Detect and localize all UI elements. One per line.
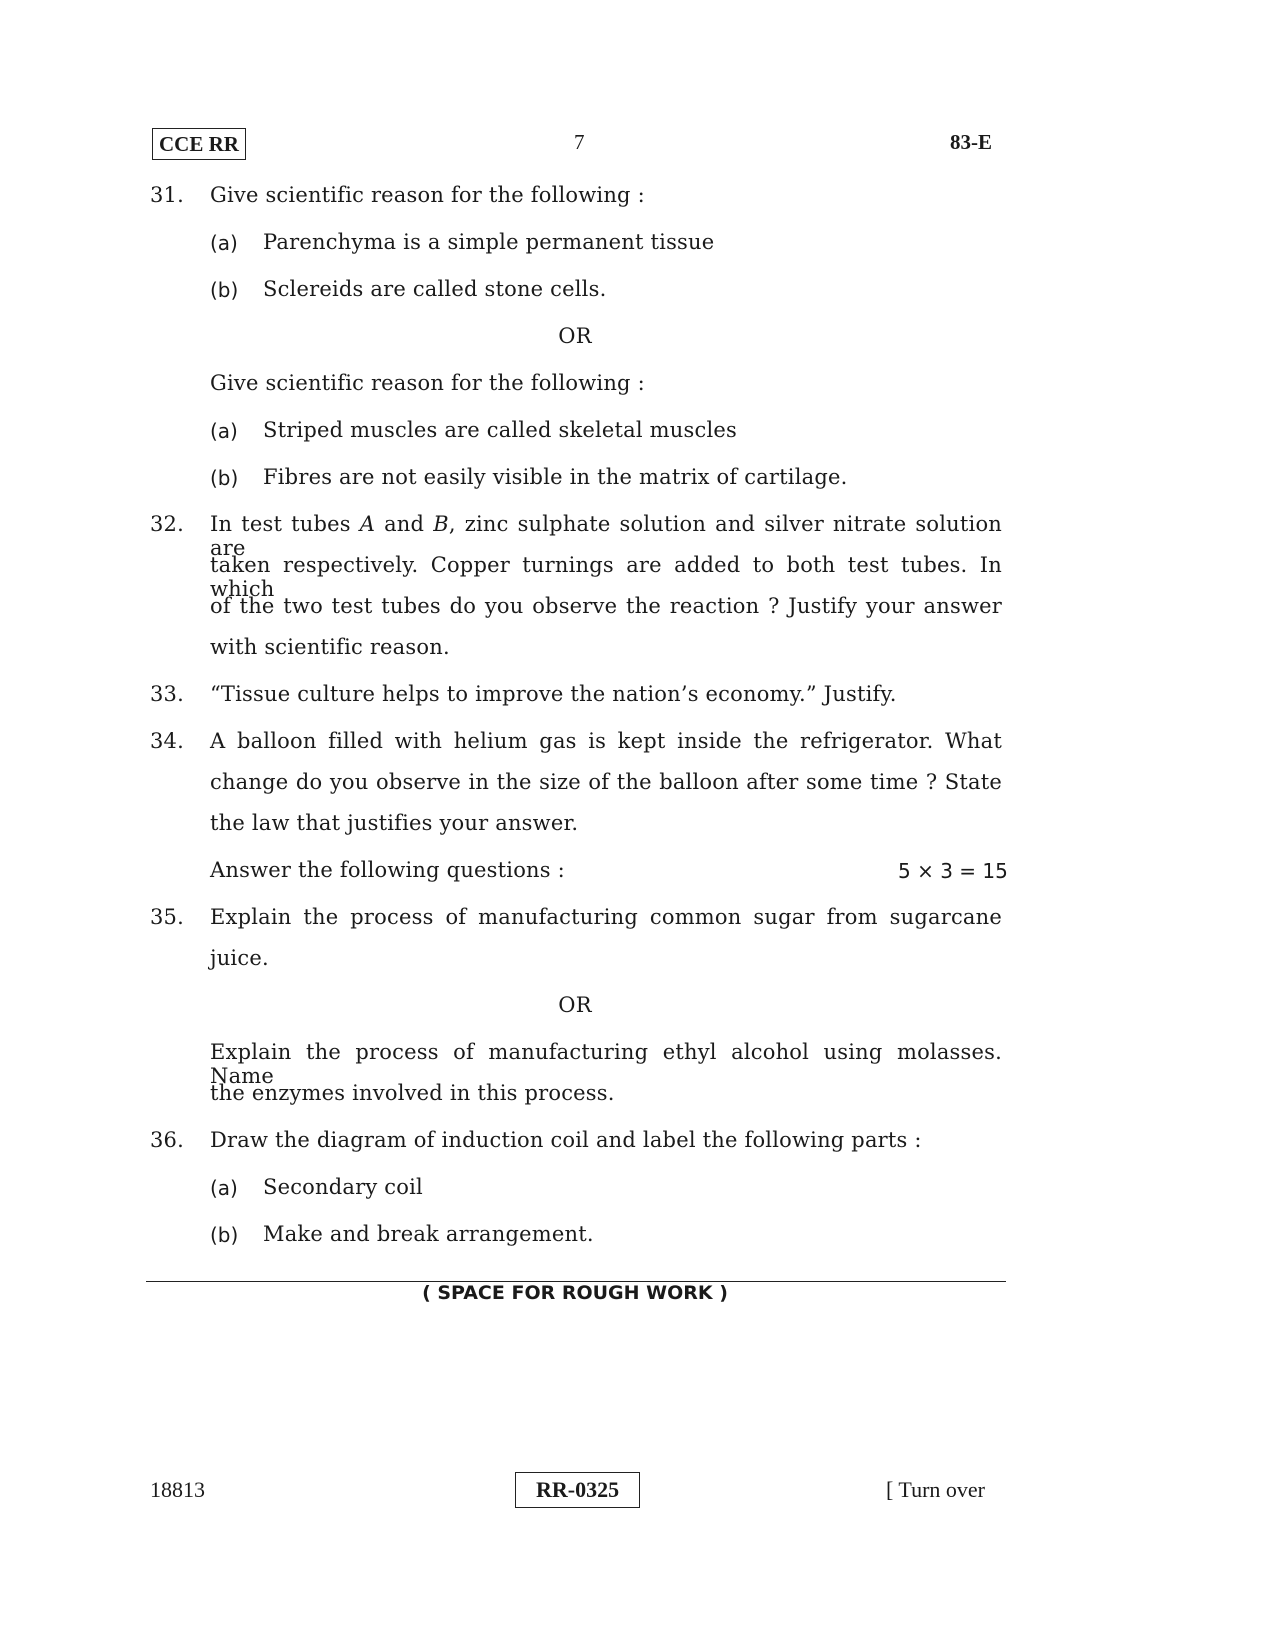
page-number: 7 [574,130,585,154]
q31-alt-b-text: Fibres are not easily visible in the matrix of cartilage. [263,465,848,489]
question-34-line-3: the law that justifies your answer. [210,811,579,835]
question-35-line-2: juice. [210,946,269,970]
q36-b-text: Make and break arrangement. [263,1222,594,1246]
rough-work-label: ( SPACE FOR ROUGH WORK ) [422,1282,728,1304]
q31-alt-a-text: Striped muscles are called skeletal muscles [263,418,737,442]
q36-a-text: Secondary coil [263,1175,423,1199]
q31-a-label: (a) [210,231,238,255]
question-32-line-1: In test tubes A and B, zinc sulphate solution and silver nitrate solution are [210,512,1003,560]
turn-over-note: [ Turn over [886,1477,986,1502]
q36-b-label: (b) [210,1223,239,1247]
question-number-35: 35. [150,905,184,929]
question-35-alt-line-2: the enzymes involved in this process. [210,1081,615,1105]
section-instruction: Answer the following questions : [210,858,565,882]
question-33-text: “Tissue culture helps to improve the nation’s economy.” Justify. [210,682,897,706]
q31-b-label: (b) [210,278,239,302]
q31-b-text: Sclereids are called stone cells. [263,277,607,301]
footer-code: 18813 [150,1477,205,1502]
footer-booklet-code: RR-0325 [515,1472,640,1508]
q36-a-label: (a) [210,1176,238,1200]
exam-series-box: CCE RR [152,128,246,160]
question-35-line-1: Explain the process of manufacturing common sugar from sugarcane [210,905,1002,929]
question-32-line-4: with scientific reason. [210,635,450,659]
section-marks: 5 × 3 = 15 [898,859,1008,883]
question-number-32: 32. [150,512,184,536]
question-number-36: 36. [150,1128,184,1152]
question-34-line-1: A balloon filled with helium gas is kept inside the refrigerator. What [210,729,1002,753]
question-number-31: 31. [150,183,184,207]
test-tube-a-label: A [359,512,376,536]
test-tube-b-label: B [433,512,449,536]
q31-alt-b-label: (b) [210,466,239,490]
question-31-alt-text: Give scientific reason for the following : [210,371,645,395]
question-36-text: Draw the diagram of induction coil and label the following parts : [210,1128,922,1152]
or-divider-35: OR [558,993,592,1017]
question-31-text: Give scientific reason for the following : [210,183,645,207]
question-number-34: 34. [150,729,184,753]
question-34-line-2: change do you observe in the size of the balloon after some time ? State [210,770,1002,794]
question-32-line-3: of the two test tubes do you observe the reaction ? Justify your answer [210,594,1002,618]
question-number-33: 33. [150,682,184,706]
q31-a-text: Parenchyma is a simple permanent tissue [263,230,715,254]
question-35-alt-line-1: Explain the process of manufacturing ethyl alcohol using molasses. Name [210,1040,1002,1088]
paper-code: 83-E [950,130,992,154]
or-divider-31: OR [558,324,592,348]
question-32-line-2: taken respectively. Copper turnings are added to both test tubes. In which [210,553,1002,601]
q31-alt-a-label: (a) [210,419,238,443]
